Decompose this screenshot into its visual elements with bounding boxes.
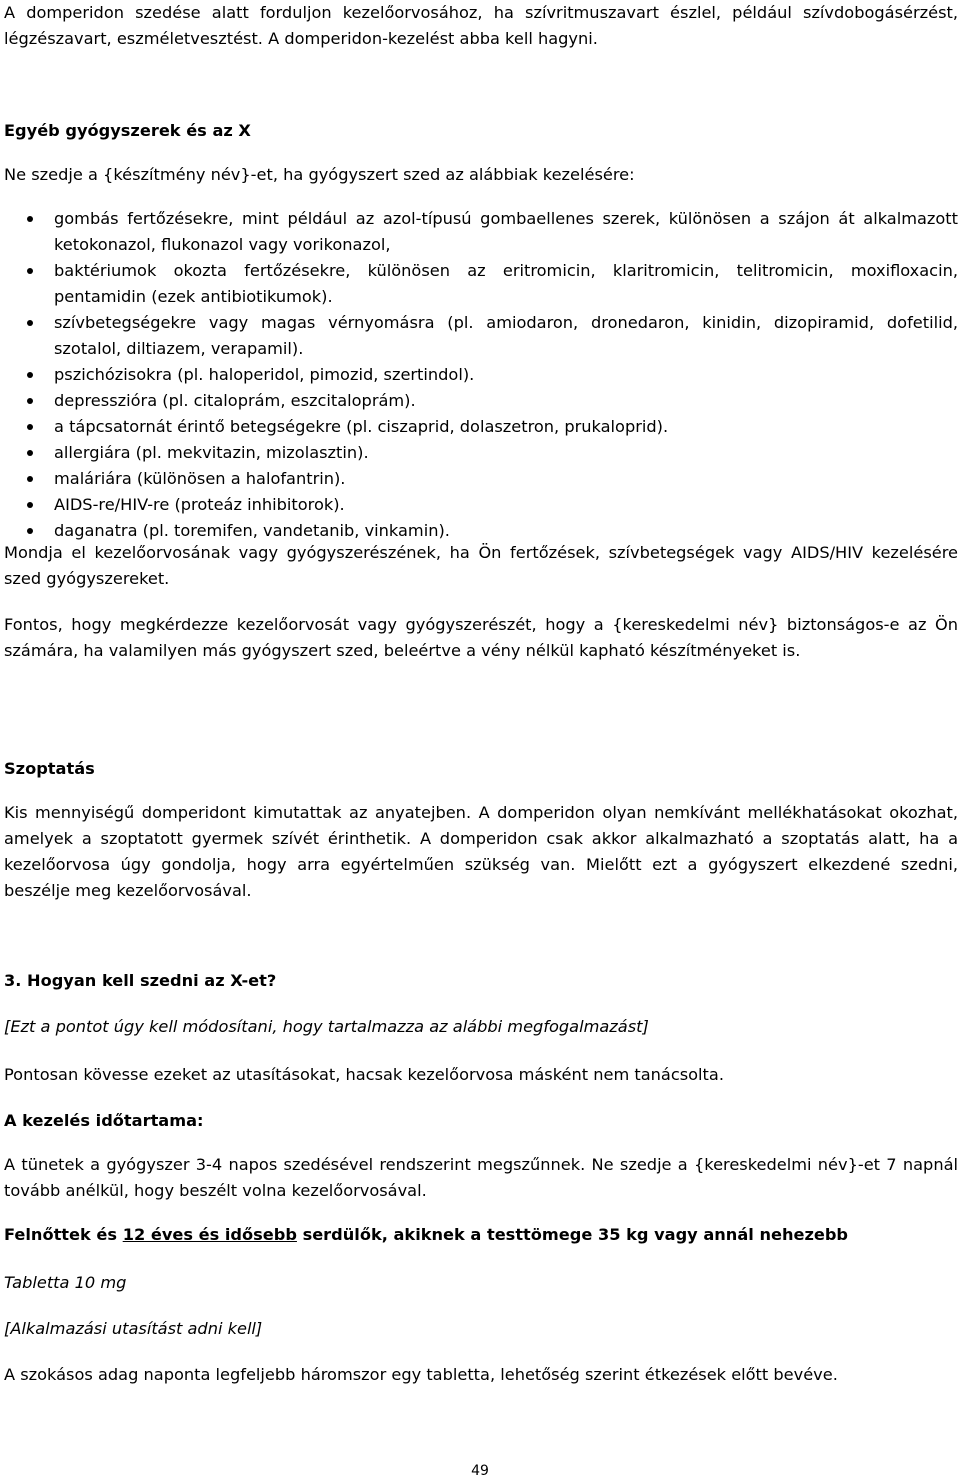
- list-item: maláriára (különösen a halofantrin).: [0, 466, 958, 492]
- method-note: [Alkalmazási utasítást adni kell]: [4, 1319, 263, 1338]
- list-item: baktériumok okozta fertőzésekre, különösen az eritromicin, klaritromicin, telitromicin, moxifloxacin, pentamidin (ezek antibiotikumok).: [0, 258, 958, 310]
- bullet-icon: [27, 320, 33, 326]
- bullet-icon: [27, 268, 33, 274]
- list-item: AIDS-re/HIV-re (proteáz inhibitorok).: [0, 492, 958, 518]
- bullet-icon: [27, 372, 33, 378]
- list-item: depresszióra (pl. citaloprám, eszcitaloprám).: [0, 388, 958, 414]
- list-item: allergiára (pl. mekvitazin, mizolasztin).: [0, 440, 958, 466]
- age-underlined-text: 12 éves és idősebb: [122, 1225, 297, 1244]
- tablet-strength: Tabletta 10 mg: [4, 1273, 127, 1292]
- list-item: szívbetegségekre vagy magas vérnyomásra (pl. amiodaron, dronedaron, kinidin, dizopiramid, dofetilid, szotalol, diltiazem, verapamil).: [0, 310, 958, 362]
- bullet-icon: [27, 528, 33, 534]
- bullet-icon: [27, 216, 33, 222]
- adults-dosage-heading: Felnőttek és 12 éves és idősebb serdülők, akiknek a testtömege 35 kg vagy annál nehezebb: [4, 1225, 849, 1244]
- interacting-drugs-list: [0, 206, 958, 544]
- treatment-duration-paragraph: A tünetek a gyógyszer 3-4 napos szedésével rendszerint megszűnnek. Ne szedje a {kereskedelmi név}-et 7 napnál tovább anélkül, hogy beszélt volna kezelőorvosával.: [4, 1155, 958, 1200]
- breastfeeding-paragraph: Kis mennyiségű domperidont kimutattak az anyatejben. A domperidon olyan nemkívánt mellékhatásokat okozhat, amelyek a szoptatott gyermek szívét érinthetik. A domperidon csak akkor alkalmazható a szoptatás alatt, ha a kezelőorvosa úgy gondolja, hogy arra egyértelműen szükség van. Mielőtt ezt a gyógyszert elkezdené szedni, beszélje meg kezelőorvosával.: [4, 803, 958, 900]
- list-item: gombás fertőzésekre, mint például az azol-típusú gombaellenes szerek, különösen a szájon át alkalmazott ketokonazol, flukonazol vagy vorikonazol,: [0, 206, 958, 258]
- list-item: pszichózisokra (pl. haloperidol, pimozid, szertindol).: [0, 362, 958, 388]
- follow-instructions-paragraph: Pontosan kövesse ezeket az utasításokat, hacsak kezelőorvosa másként nem tanácsolta.: [4, 1065, 724, 1084]
- page-number: 49: [471, 1463, 489, 1479]
- usual-dose-paragraph: A szokásos adag naponta legfeljebb háromszor egy tabletta, lehetőség szerint étkezések előtt bevéve.: [4, 1365, 838, 1384]
- other-medicines-intro: Ne szedje a {készítmény név}-et, ha gyógyszert szed az alábbiak kezelésére:: [4, 165, 635, 184]
- editorial-note: [Ezt a pontot úgy kell módosítani, hogy tartalmazza az alábbi megfogalmazást]: [4, 1017, 649, 1036]
- bullet-icon: [27, 450, 33, 456]
- bullet-icon: [27, 398, 33, 404]
- how-to-take-heading: 3. Hogyan kell szedni az X-et?: [4, 971, 277, 990]
- ask-doctor-paragraph: Fontos, hogy megkérdezze kezelőorvosát vagy gyógyszerészét, hogy a {kereskedelmi név} biztonságos-e az Ön számára, ha valamilyen más gyógyszert szed, beleértve a vény nélkül kapható készítményeket is.: [4, 615, 958, 660]
- list-item: a tápcsatornát érintő betegségekre (pl. ciszaprid, dolaszetron, prukaloprid).: [0, 414, 958, 440]
- domperidone-warning-paragraph: A domperidon szedése alatt forduljon kezelőorvosához, ha szívritmuszavart észlel, például szívdobogásérzést, légzészavart, eszméletvesztést. A domperidon-kezelést abba kell hagyni.: [4, 3, 958, 48]
- bullet-icon: [27, 424, 33, 430]
- breastfeeding-heading: Szoptatás: [4, 759, 95, 778]
- tell-doctor-paragraph: Mondja el kezelőorvosának vagy gyógyszerészének, ha Ön fertőzések, szívbetegségek vagy AIDS/HIV kezelésére szed gyógyszereket.: [4, 543, 958, 588]
- bullet-icon: [27, 476, 33, 482]
- treatment-duration-heading: A kezelés időtartama:: [4, 1111, 204, 1130]
- bullet-icon: [27, 502, 33, 508]
- other-medicines-heading: Egyéb gyógyszerek és az X: [4, 121, 251, 140]
- list-item: daganatra (pl. toremifen, vandetanib, vinkamin).: [0, 518, 958, 544]
